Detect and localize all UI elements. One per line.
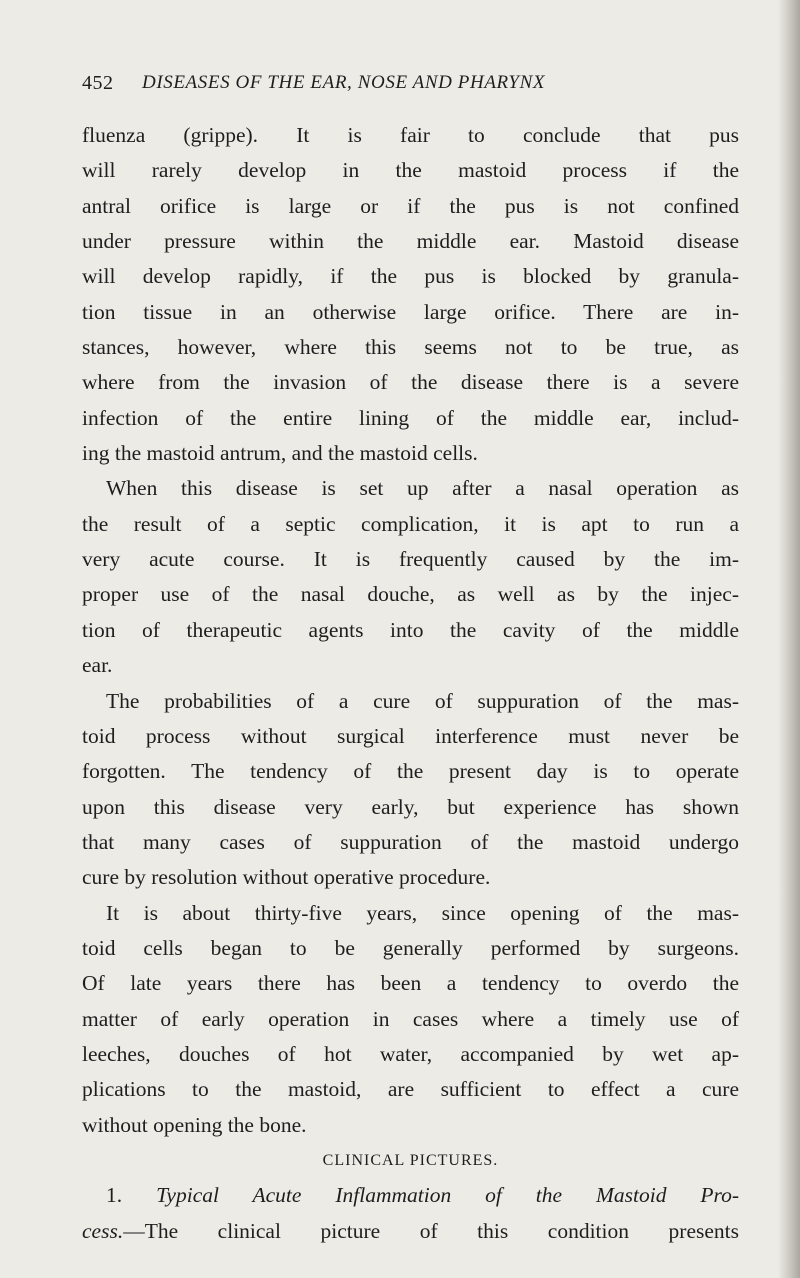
text-line: cure by resolution without operative procedure. <box>82 865 491 890</box>
text-line: the result of a septic complication, it is apt to run a <box>82 511 739 536</box>
text-line: will rarely develop in the mastoid process if the <box>82 158 739 183</box>
text-line: under pressure within the middle ear. Mastoid disease <box>82 229 739 254</box>
text-line: leeches, douches of hot water, accompanied by wet ap- <box>82 1041 739 1066</box>
text-line: toid process without surgical interference must never be <box>82 723 739 748</box>
text-line: Of late years there has been a tendency to overdo the <box>82 971 739 996</box>
text-line: toid cells began to be generally performed by surgeons. <box>82 935 739 960</box>
body-text <box>82 118 739 1249</box>
text-line: ing the mastoid antrum, and the mastoid cells. <box>82 441 478 466</box>
text-line: The probabilities of a cure of suppuration of the mas- <box>106 688 739 713</box>
text-line: When this disease is set up after a nasal operation as <box>106 476 739 501</box>
text-line: proper use of the nasal douche, as well as by the injec- <box>82 582 739 607</box>
text-line: matter of early operation in cases where a timely use of <box>82 1006 739 1031</box>
text-line: without opening the bone. <box>82 1112 307 1137</box>
item-1-text-part1: —The clinical picture of this condition presents <box>123 1218 739 1243</box>
running-head: DISEASES OF THE EAR, NOSE AND PHARYNX <box>142 72 546 93</box>
item-1-number: 1. <box>106 1183 123 1208</box>
text-line: antral orifice is large or if the pus is not confined <box>82 193 739 218</box>
text-line: will develop rapidly, if the pus is blocked by granula- <box>82 264 739 289</box>
text-line: ear. <box>82 653 113 678</box>
item-1-title-part1: Typical Acute Inflammation of the Mastoid Pro- <box>156 1183 739 1208</box>
page-edge-shadow <box>778 0 800 1278</box>
text-line: tion tissue in an otherwise large orifice. There are in- <box>82 299 739 324</box>
item-1-title-part2: cess. <box>82 1218 124 1243</box>
item-1-heading-line <box>82 1178 739 1213</box>
text-line: forgotten. The tendency of the present day is to operate <box>82 759 739 784</box>
text-line: very acute course. It is frequently caused by the im- <box>82 547 739 572</box>
text-line: that many cases of suppuration of the mastoid undergo <box>82 829 739 854</box>
text-line: plications to the mastoid, are sufficient to effect a cure <box>82 1077 739 1102</box>
item-1-text-line <box>82 1214 739 1249</box>
text-line: infection of the entire lining of the middle ear, includ- <box>82 405 739 430</box>
page-header <box>82 70 722 100</box>
text-line: tion of therapeutic agents into the cavity of the middle <box>82 617 739 642</box>
page-number: 452 <box>82 72 114 94</box>
text-line: where from the invasion of the disease there is a severe <box>82 370 739 395</box>
text-line: stances, however, where this seems not to be true, as <box>82 335 739 360</box>
section-heading: CLINICAL PICTURES. <box>322 1151 499 1169</box>
text-line: It is about thirty-five years, since opening of the mas- <box>106 900 739 925</box>
text-line: upon this disease very early, but experience has shown <box>82 794 739 819</box>
text-line: fluenza (grippe). It is fair to conclude that pus <box>82 123 739 147</box>
